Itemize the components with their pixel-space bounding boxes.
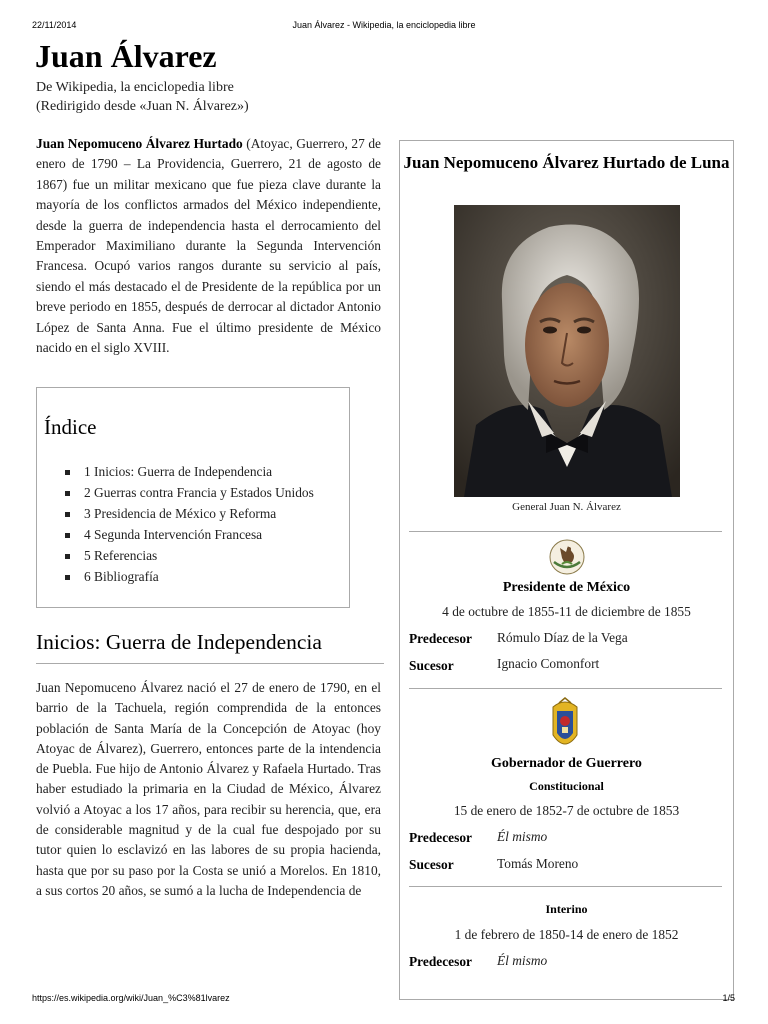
office-dates-president: 4 de octubre de 1855-11 de diciembre de 1855 — [442, 604, 691, 619]
toc-item-referencias[interactable]: 5 Referencias — [63, 545, 314, 566]
print-page-number: 1/5 — [722, 993, 735, 1003]
intro-paragraph — [36, 134, 381, 358]
infobox-title: Juan Nepomuceno Álvarez Hurtado de Luna — [403, 153, 730, 172]
toc-item-guerras[interactable]: 2 Guerras contra Francia y Estados Unidos — [63, 482, 314, 503]
office-subtitle-constitutional: Constitucional — [529, 779, 604, 793]
intro-text: (Atoyac, Guerrero, 27 de enero de 1790 – La Providencia, Guerrero, 21 de agosto de 1867) fue un militar mexicano que fue pieza clave durante la mayoría de los conflictos armados del México independiente, desde la guerra de independencia hasta el derrocamiento del Emperador Maximiliano durante la Segunda Intervención Francesa. Ocupó varios rangos durante su servicio al país, siendo el más destacado el de Presidente de la república por un breve periodo en 1855, después de derrocar al dictador Antonio López de Santa Anna. Fue el último presidente de México nacido en el siglo XVIII. — [36, 136, 381, 356]
toc-item-presidencia[interactable]: 3 Presidencia de México y Reforma — [63, 503, 314, 524]
redirect-note: (Redirigido desde «Juan N. Álvarez») — [36, 99, 249, 114]
successor-president[interactable]: Ignacio Comonfort — [497, 656, 600, 671]
office-dates-interim: 1 de febrero de 1850-14 de enero de 1852 — [454, 927, 679, 942]
section-heading-inicios: Inicios: Guerra de Independencia — [36, 630, 322, 654]
table-of-contents — [36, 387, 350, 608]
print-date: 22/11/2014 — [32, 20, 77, 30]
toc-title: Índice — [44, 415, 97, 439]
predecessor-label: Predecesor — [409, 631, 472, 646]
intro-subject-name: Juan Nepomuceno Álvarez Hurtado — [36, 136, 243, 151]
portrait-painting — [454, 205, 680, 497]
site-tagline: De Wikipedia, la enciclopedia libre — [36, 80, 234, 95]
office-title-president: Presidente de México — [502, 580, 631, 595]
successor-label: Sucesor — [409, 857, 454, 872]
print-page-title: Juan Álvarez - Wikipedia, la enciclopedia libre — [292, 20, 476, 30]
print-header — [0, 20, 768, 32]
print-footer — [0, 993, 768, 1005]
infobox-divider — [409, 886, 722, 887]
infobox-divider — [409, 531, 722, 532]
predecessor-president[interactable]: Rómulo Díaz de la Vega — [497, 630, 628, 645]
guerrero-coat-of-arms-icon — [550, 697, 580, 753]
toc-list — [63, 461, 314, 587]
mexico-coat-of-arms-icon — [548, 538, 586, 576]
successor-governor[interactable]: Tomás Moreno — [497, 856, 579, 871]
office-title-governor: Gobernador de Guerrero — [491, 756, 642, 771]
portrait-caption: General Juan N. Álvarez — [512, 501, 621, 513]
predecessor-interim: Él mismo — [497, 953, 548, 968]
toc-item-bibliografia[interactable]: 6 Bibliografía — [63, 566, 314, 587]
section-divider — [36, 663, 384, 664]
print-url: https://es.wikipedia.org/wiki/Juan_%C3%81lvarez — [32, 993, 230, 1003]
section-paragraph: Juan Nepomuceno Álvarez nació el 27 de enero de 1790, en el barrio de la Tachuela, región comprendida de la entonces población de Santa María de la Concepción de Atoyac (hoy Atoyac de Álvarez), Guerrero, entonces parte de la intendencia de Puebla. Fue hijo de Antonio Álvarez y Rafaela Hurtado. Tras haber estudiado la primaria en la Ciudad de México, Álvarez volvió a Atoyac a los 17 años, para recibir su herencia, que, era de considerable magnitud y de la cual fue despojado por su tutor quien lo esclavizó en las labores de su propia hacienda, hasta que por su paso por la Costa se unió a Morelos. En 1810, a sus cortos 20 años, se sumó a la lucha de Independencia de — [36, 680, 381, 898]
infobox-divider — [409, 688, 722, 689]
toc-item-intervencion[interactable]: 4 Segunda Intervención Francesa — [63, 524, 314, 545]
office-dates-governor: 15 de enero de 1852-7 de octubre de 1853 — [453, 803, 680, 818]
predecessor-governor: Él mismo — [497, 829, 548, 844]
toc-item-inicios[interactable]: 1 Inicios: Guerra de Independencia — [63, 461, 314, 482]
office-subtitle-interim: Interino — [545, 902, 588, 916]
predecessor-label: Predecesor — [409, 830, 472, 845]
page-title: Juan Álvarez — [35, 38, 217, 74]
predecessor-label: Predecesor — [409, 954, 472, 969]
portrait-image — [454, 205, 680, 497]
successor-label: Sucesor — [409, 658, 454, 673]
